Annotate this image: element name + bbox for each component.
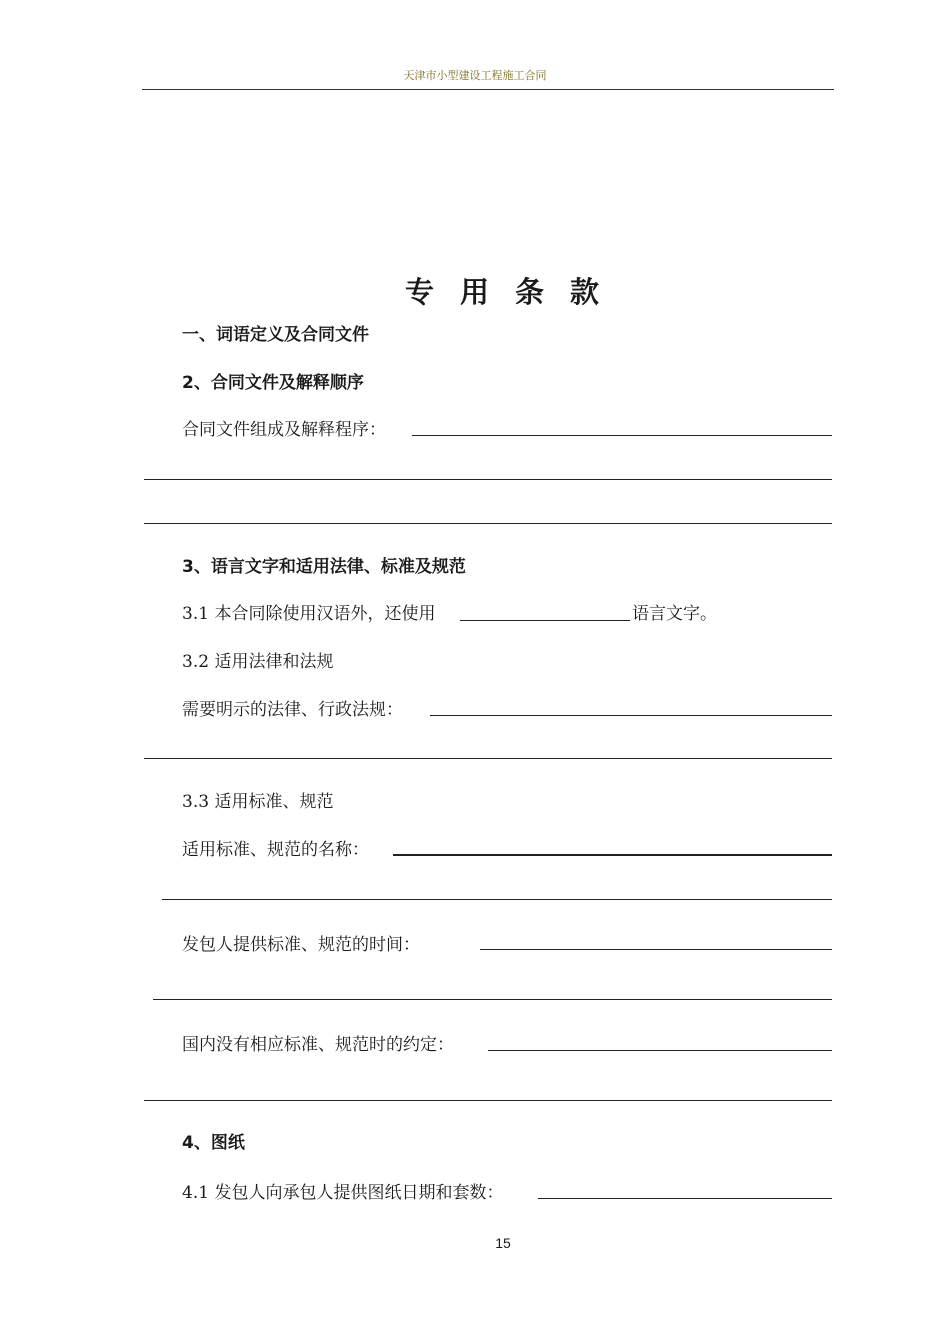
language-clause-prefix: 3.1 本合同除使用汉语外，还使用	[182, 604, 436, 624]
header-rule	[142, 89, 834, 90]
no-standards-agreement-blank[interactable]	[488, 1050, 832, 1051]
standards-time-blank-line-2[interactable]	[153, 999, 832, 1000]
standards-time-label: 发包人提供标准、规范的时间：	[182, 935, 420, 955]
language-clause-suffix: 语言文字。	[632, 604, 717, 624]
no-standards-agreement-label: 国内没有相应标准、规范时的约定：	[182, 1035, 454, 1055]
section-2-heading: 2、合同文件及解释顺序	[182, 373, 364, 393]
section-4-heading: 4、图纸	[182, 1133, 245, 1153]
standards-name-blank-line-2[interactable]	[162, 899, 832, 900]
page-number: 15	[495, 1235, 511, 1251]
drawings-date-sets-label: 4.1 发包人向承包人提供图纸日期和套数：	[182, 1183, 504, 1203]
language-blank[interactable]	[460, 620, 630, 621]
laws-regulations-label: 需要明示的法律、行政法规：	[182, 700, 403, 720]
laws-regulations-blank[interactable]	[430, 715, 832, 716]
running-header: 天津市小型建设工程施工合同	[403, 69, 547, 82]
interpretation-order-label: 合同文件组成及解释程序：	[182, 420, 386, 440]
section-3-heading: 3、语言文字和适用法律、标准及规范	[182, 557, 466, 577]
standards-name-label: 适用标准、规范的名称：	[182, 840, 369, 860]
drawings-date-sets-blank[interactable]	[538, 1198, 832, 1199]
document-title: 专用条款	[404, 275, 625, 309]
standards-name-blank[interactable]	[393, 854, 832, 856]
interpretation-order-blank-line-2[interactable]	[144, 479, 832, 480]
section-1-heading: 一、词语定义及合同文件	[182, 325, 369, 345]
section-3-2-heading: 3.2 适用法律和法规	[182, 652, 334, 672]
interpretation-order-blank[interactable]	[412, 435, 832, 436]
laws-regulations-blank-line-2[interactable]	[144, 758, 832, 759]
interpretation-order-blank-line-3[interactable]	[144, 523, 832, 524]
no-standards-agreement-blank-line-2[interactable]	[144, 1100, 832, 1101]
standards-time-blank[interactable]	[480, 949, 832, 950]
section-3-3-heading: 3.3 适用标准、规范	[182, 792, 334, 812]
